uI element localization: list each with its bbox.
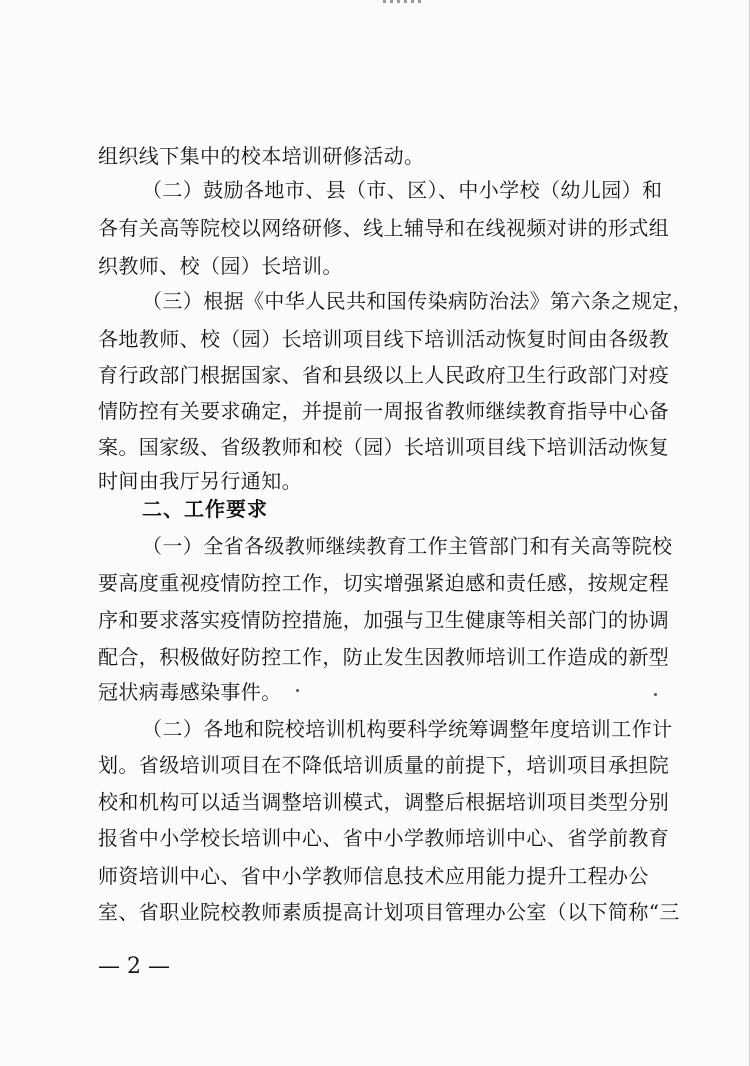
text-line: （二）各地和院校培训机构要科学统筹调整年度培训工作计 [142, 717, 673, 741]
text-line: 序和要求落实疫情防控措施，加强与卫生健康等相关部门的协调 [98, 608, 670, 632]
text-line: （一）全省各级教师继续教育工作主管部门和有关高等院校 [142, 534, 673, 558]
text-line: 师资培训中心、省中小学教师信息技术应用能力提升工程办公 [98, 864, 649, 888]
text-line: 案。国家级、省级教师和校（园）长培训项目线下培训活动恢复 [98, 435, 670, 459]
text-line: 划。省级培训项目在不降低培训质量的前提下，培训项目承担院 [98, 753, 670, 777]
text-line: 要高度重视疫情防控工作，切实增强紧迫感和责任感，按规定程 [98, 571, 670, 595]
text-line: 各有关高等院校以网络研修、线上辅导和在线视频对讲的形式组 [98, 216, 670, 240]
scan-top-mark [383, 0, 423, 3]
text-line: （三）根据《中华人民共和国传染病防治法》第六条之规定， [142, 289, 693, 313]
text-line: 织教师、校（园）长培训。 [98, 254, 343, 278]
text-line: 组织线下集中的校本培训研修活动。 [98, 144, 425, 168]
section-heading: 二、工作要求 [142, 497, 268, 521]
text-line: （二）鼓励各地市、县（市、区）、中小学校（幼儿园）和 [142, 178, 663, 202]
text-line: 室、省职业院校教师素质提高计划项目管理办公室（以下简称“三 [98, 900, 680, 924]
text-line: 配合，积极做好防控工作，防止发生因教师培训工作造成的新型 [98, 645, 670, 669]
page-number: — 2 — [98, 954, 170, 979]
text-line: 时间由我厅另行通知。 [98, 469, 302, 493]
scan-speck [296, 689, 299, 692]
text-line: 情防控有关要求确定，并提前一周报省教师继续教育指导中心备 [98, 399, 670, 423]
text-line: 育行政部门根据国家、省和县级以上人民政府卫生行政部门对疫 [98, 363, 670, 387]
text-line: 校和机构可以适当调整培训模式，调整后根据培训项目类型分别 [98, 790, 670, 814]
text-line: 报省中小学校长培训中心、省中小学教师培训中心、省学前教育 [98, 826, 670, 850]
text-line: 各地教师、校（园）长培训项目线下培训活动恢复时间由各级教 [98, 327, 670, 351]
scan-speck [654, 693, 657, 696]
text-line: 冠状病毒感染事件。 [98, 680, 282, 704]
